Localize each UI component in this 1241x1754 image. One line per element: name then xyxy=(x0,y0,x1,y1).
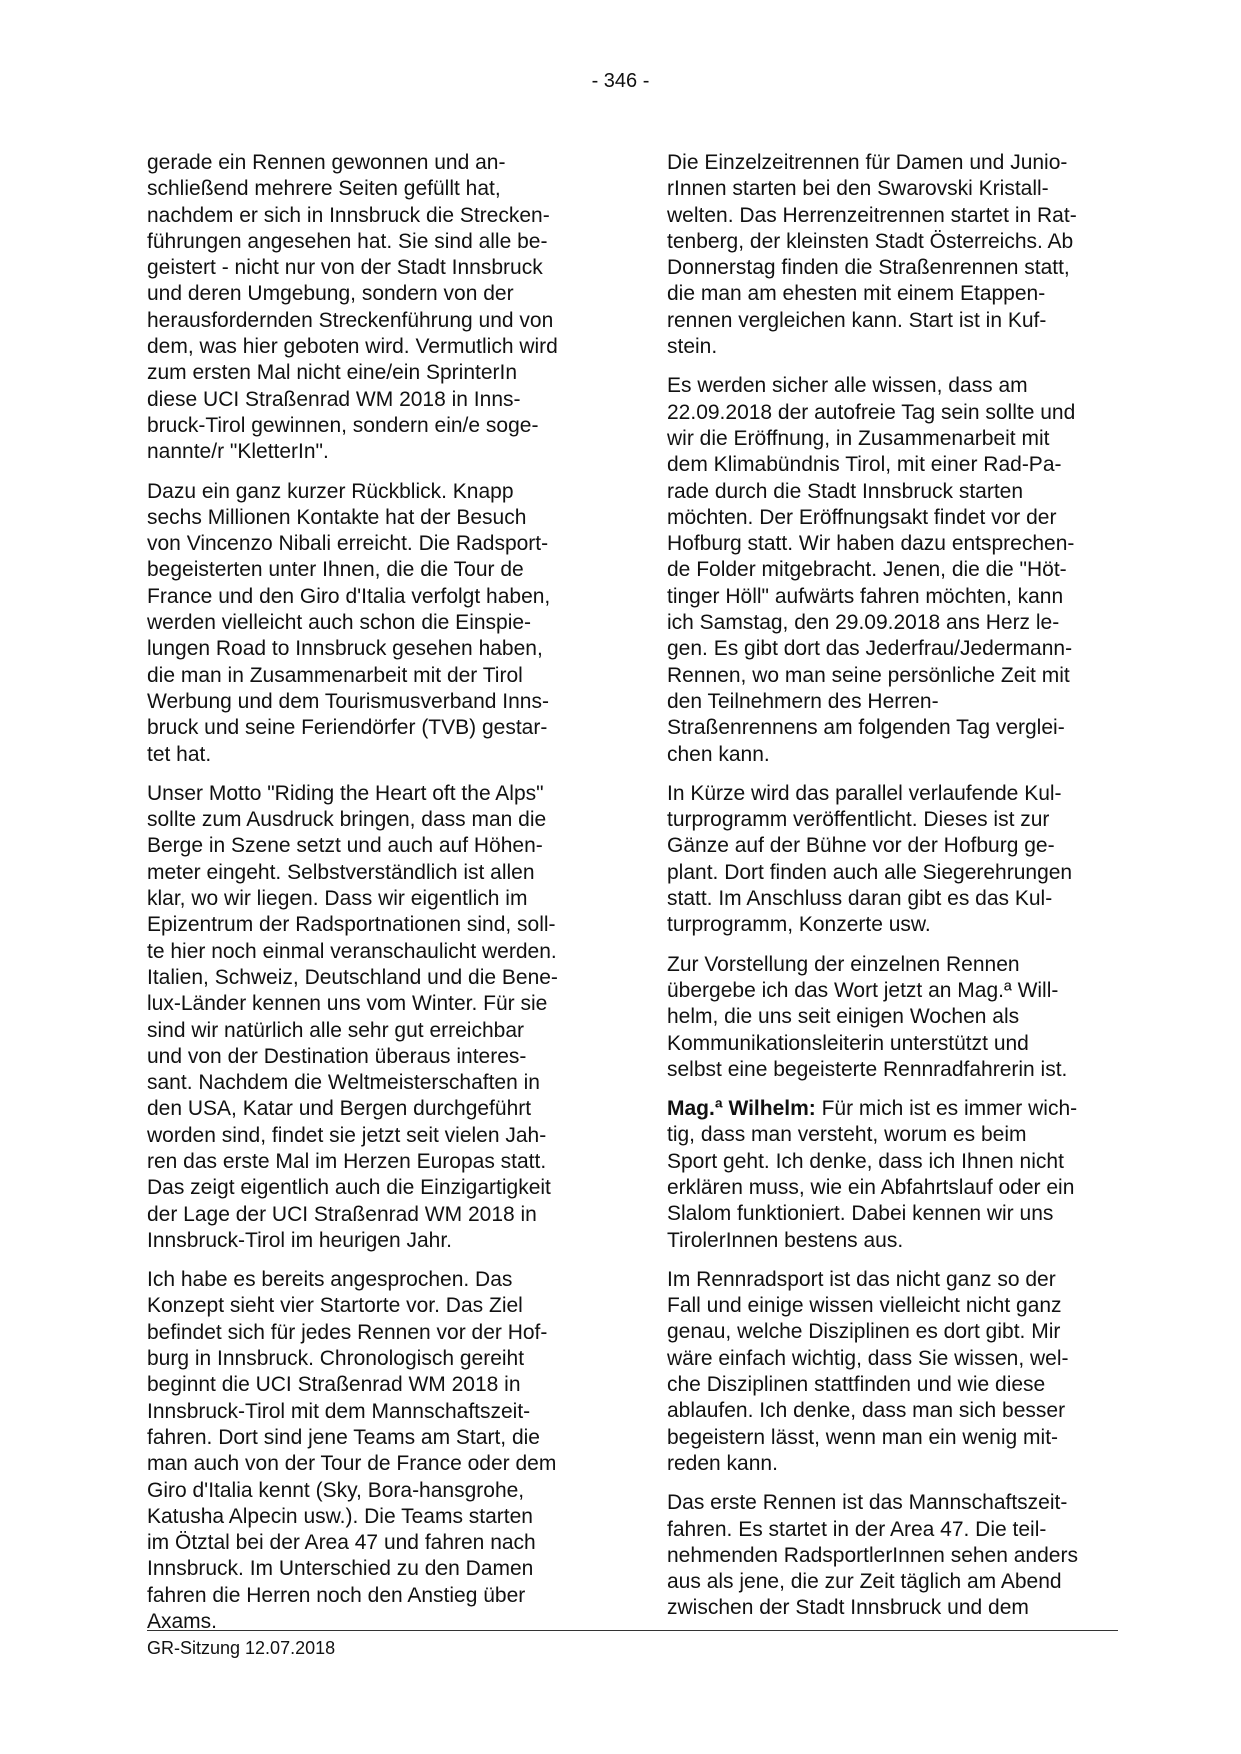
paragraph-line: rade durch die Stadt Innsbruck starten xyxy=(667,479,1024,503)
paragraph-line: 22.09.2018 der autofreie Tag sein sollte und xyxy=(667,400,1076,424)
paragraph-line: und deren Umgebung, sondern von der xyxy=(147,282,514,306)
paragraph-line: burg in Innsbruck. Chronologisch gereiht xyxy=(147,1347,525,1371)
paragraph-line: Slalom funktioniert. Dabei kennen wir uns xyxy=(667,1202,1054,1226)
paragraph-line: de Folder mitgebracht. Jenen, die die "Höt- xyxy=(667,558,1067,582)
paragraph-line: statt. Im Anschluss daran gibt es das Kul- xyxy=(667,887,1053,911)
paragraph-line: genau, welche Disziplinen es dort gibt. Mir xyxy=(667,1320,1061,1344)
paragraph-line: im Ötztal bei der Area 47 und fahren nach xyxy=(147,1531,536,1555)
paragraph-line xyxy=(667,1096,1127,1122)
paragraph-line: tig, dass man versteht, worum es beim xyxy=(667,1123,1027,1147)
paragraph-line: gerade ein Rennen gewonnen und an- xyxy=(147,151,506,174)
paragraph-line: te hier noch einmal veranschaulicht werden. xyxy=(147,939,557,963)
paragraph xyxy=(147,781,607,1254)
paragraph-line: wir die Eröffnung, in Zusammenarbeit mit xyxy=(667,426,1050,450)
paragraph-line: Berge in Szene setzt und auch auf Höhen- xyxy=(147,834,543,858)
paragraph-line: welten. Das Herrenzeitrennen startet in Rat- xyxy=(667,203,1077,227)
paragraph-line: lux-Länder kennen uns vom Winter. Für sie xyxy=(147,992,548,1016)
paragraph-line: der Lage der UCI Straßenrad WM 2018 in xyxy=(147,1202,537,1226)
paragraph-line: Epizentrum der Radsportnationen sind, soll- xyxy=(147,913,556,937)
paragraph xyxy=(667,1267,1127,1477)
paragraph-line: Im Rennradsport ist das nicht ganz so der xyxy=(667,1267,1056,1291)
paragraph-line: Innsbruck-Tirol mit dem Mannschaftszeit- xyxy=(147,1399,531,1423)
paragraph-line: befindet sich für jedes Rennen vor der Hof- xyxy=(147,1320,548,1344)
paragraph-line: tet hat. xyxy=(147,742,212,766)
paragraph-line: Ich habe es bereits angesprochen. Das xyxy=(147,1268,513,1292)
paragraph-line: ich Samstag, den 29.09.2018 ans Herz le- xyxy=(667,611,1060,635)
paragraph-line: tenberg, der kleinsten Stadt Österreichs. Ab xyxy=(667,229,1074,253)
paragraph-line: dem, was hier geboten wird. Vermutlich wird xyxy=(147,335,558,359)
paragraph-line: Italien, Schweiz, Deutschland und die Bene- xyxy=(147,965,558,989)
paragraph-line: worden sind, findet sie jetzt seit vielen Jah- xyxy=(147,1123,547,1147)
paragraph-line: geistert - nicht nur von der Stadt Innsbruck xyxy=(147,256,543,280)
paragraph-line: rennen vergleichen kann. Start ist in Kuf- xyxy=(667,308,1047,332)
paragraph-line: gen. Es gibt dort das Jederfrau/Jedermann- xyxy=(667,637,1073,661)
paragraph-line: Werbung und dem Tourismusverband Inns- xyxy=(147,689,549,713)
paragraph-line: bruck-Tirol gewinnen, sondern ein/e soge- xyxy=(147,413,539,437)
paragraph-line: Giro d'Italia kennt (Sky, Bora-hansgrohe, xyxy=(147,1478,525,1502)
paragraph-line: nannte/r "KletterIn". xyxy=(147,440,329,464)
paragraph-line: werden vielleicht auch schon die Einspie- xyxy=(147,611,532,635)
paragraph-line: chen kann. xyxy=(667,742,770,766)
paragraph-line: stein. xyxy=(667,335,718,359)
paragraph-line: Katusha Alpecin usw.). Die Teams starten xyxy=(147,1504,533,1528)
paragraph-line: Rennen, wo man seine persönliche Zeit mit xyxy=(667,663,1070,687)
paragraph xyxy=(667,1490,1127,1621)
paragraph xyxy=(667,373,1127,767)
paragraph-line: selbst eine begeisterte Rennradfahrerin ist. xyxy=(667,1057,1068,1081)
paragraph-line: Innsbruck-Tirol im heurigen Jahr. xyxy=(147,1228,453,1252)
paragraph-line: Zur Vorstellung der einzelnen Rennen xyxy=(667,952,1020,976)
paragraph xyxy=(147,479,607,768)
paragraph-line: von Vincenzo Nibali erreicht. Die Radsport- xyxy=(147,532,549,556)
paragraph-line: fahren. Es startet in der Area 47. Die teil- xyxy=(667,1517,1047,1541)
paragraph-line: ren das erste Mal im Herzen Europas statt. xyxy=(147,1149,547,1173)
paragraph-line: In Kürze wird das parallel verlaufende Kul- xyxy=(667,781,1062,805)
paragraph-line: zum ersten Mal nicht eine/ein SprinterIn xyxy=(147,361,518,385)
paragraph-line: Gänze auf der Bühne vor der Hofburg ge- xyxy=(667,834,1055,858)
paragraph-line: Axams. xyxy=(147,1610,218,1634)
speaker-line-text: Für mich ist es immer wich- xyxy=(815,1097,1078,1121)
paragraph-line: bruck und seine Feriendörfer (TVB) gestar- xyxy=(147,716,548,740)
paragraph-line: Es werden sicher alle wissen, dass am xyxy=(667,374,1028,398)
paragraph-line: beginnt die UCI Straßenrad WM 2018 in xyxy=(147,1373,521,1397)
paragraph-line: fahren die Herren noch den Anstieg über xyxy=(147,1583,526,1607)
paragraph-line: tinger Höll" aufwärts fahren möchten, kann xyxy=(667,584,1064,608)
paragraph-line: erklären muss, wie ein Abfahrtslauf oder ein xyxy=(667,1175,1075,1199)
paragraph-line: Kommunikationsleiterin unterstützt und xyxy=(667,1031,1029,1055)
paragraph xyxy=(667,781,1127,939)
paragraph xyxy=(147,150,607,466)
paragraph-line: sind wir natürlich alle sehr gut erreichbar xyxy=(147,1018,525,1042)
paragraph-line: Konzept sieht vier Startorte vor. Das Ziel xyxy=(147,1294,523,1318)
paragraph-line: und von der Destination überaus interes- xyxy=(147,1044,527,1068)
paragraph xyxy=(667,1096,1127,1254)
paragraph-line: die man am ehesten mit einem Etappen- xyxy=(667,282,1046,306)
paragraph-line: aus als jene, die zur Zeit täglich am Abend xyxy=(667,1570,1062,1594)
paragraph-line: Sport geht. Ich denke, dass ich Ihnen nicht xyxy=(667,1149,1064,1173)
paragraph-line: Straßenrennens am folgenden Tag verglei- xyxy=(667,716,1065,740)
paragraph-line: turprogramm veröffentlicht. Dieses ist zur xyxy=(667,808,1050,832)
paragraph-line: helm, die uns seit einigen Wochen als xyxy=(667,1005,1020,1029)
paragraph-line: sollte zum Ausdruck bringen, dass man die xyxy=(147,808,547,832)
left-column xyxy=(147,150,607,1648)
paragraph xyxy=(667,952,1127,1083)
paragraph-line: klar, wo wir liegen. Dass wir eigentlich im xyxy=(147,887,528,911)
paragraph-line: wäre einfach wichtig, dass Sie wissen, wel- xyxy=(667,1346,1069,1370)
paragraph-line: die man in Zusammenarbeit mit der Tirol xyxy=(147,663,523,687)
paragraph-line: ablaufen. Ich denke, dass man sich besser xyxy=(667,1399,1066,1423)
paragraph-line: den Teilnehmern des Herren- xyxy=(667,689,939,713)
paragraph-line: begeisterten unter Ihnen, die die Tour de xyxy=(147,558,524,582)
paragraph-line: diese UCI Straßenrad WM 2018 in Inns- xyxy=(147,387,521,411)
paragraph-line: Hofburg statt. Wir haben dazu entsprechen- xyxy=(667,532,1075,556)
paragraph-line: schließend mehrere Seiten gefüllt hat, xyxy=(147,177,501,201)
paragraph-line: Fall und einige wissen vielleicht nicht ganz xyxy=(667,1294,1062,1318)
paragraph-line: plant. Dort finden auch alle Siegerehrungen xyxy=(667,860,1073,884)
right-column xyxy=(667,150,1127,1635)
paragraph-line: möchten. Der Eröffnungsakt findet vor der xyxy=(667,505,1057,529)
paragraph-line: zwischen der Stadt Innsbruck und dem xyxy=(667,1596,1029,1620)
paragraph-line: herausfordernden Streckenführung und von xyxy=(147,308,554,332)
paragraph-line: Unser Motto "Riding the Heart oft the Alps" xyxy=(147,781,544,805)
page-number: - 346 - xyxy=(591,70,650,92)
paragraph-line: meter eingeht. Selbstverständlich ist allen xyxy=(147,860,535,884)
paragraph-line: Das erste Rennen ist das Mannschaftszeit- xyxy=(667,1491,1068,1515)
paragraph-line: lungen Road to Innsbruck gesehen haben, xyxy=(147,637,543,661)
paragraph-line: TirolerInnen bestens aus. xyxy=(667,1228,904,1252)
paragraph-line: nachdem er sich in Innsbruck die Strecken- xyxy=(147,203,550,227)
paragraph-line: Dazu ein ganz kurzer Rückblick. Knapp xyxy=(147,479,514,503)
paragraph-line: France und den Giro d'Italia verfolgt haben, xyxy=(147,584,551,608)
paragraph-line: turprogramm, Konzerte usw. xyxy=(667,913,931,937)
speaker-name: Mag.ª Wilhelm: xyxy=(667,1097,816,1121)
paragraph xyxy=(147,1267,607,1635)
paragraph-line: reden kann. xyxy=(667,1451,778,1475)
paragraph-line: Innsbruck. Im Unterschied zu den Damen xyxy=(147,1557,534,1581)
footer-rule xyxy=(147,1630,1118,1631)
paragraph-line: sechs Millionen Kontakte hat der Besuch xyxy=(147,505,527,529)
footer-text: GR-Sitzung 12.07.2018 xyxy=(147,1638,336,1658)
paragraph xyxy=(667,150,1127,360)
paragraph-line: führungen angesehen hat. Sie sind alle be- xyxy=(147,229,548,253)
paragraph-line: fahren. Dort sind jene Teams am Start, die xyxy=(147,1425,540,1449)
paragraph-line: sant. Nachdem die Weltmeisterschaften in xyxy=(147,1071,540,1095)
paragraph-line: dem Klimabündnis Tirol, mit einer Rad-Pa- xyxy=(667,453,1062,477)
paragraph-line: den USA, Katar und Bergen durchgeführt xyxy=(147,1097,532,1121)
paragraph-line: Das zeigt eigentlich auch die Einzigartigkeit xyxy=(147,1176,551,1200)
paragraph-line: Donnerstag finden die Straßenrennen statt, xyxy=(667,256,1070,280)
paragraph-line: Die Einzelzeitrennen für Damen und Junio- xyxy=(667,151,1068,174)
paragraph-line: che Disziplinen stattfinden und wie diese xyxy=(667,1373,1046,1397)
paragraph-line: nehmenden RadsportlerInnen sehen anders xyxy=(667,1543,1078,1567)
paragraph-line: übergebe ich das Wort jetzt an Mag.ª Will- xyxy=(667,978,1059,1002)
paragraph-line: begeistern lässt, wenn man ein wenig mit- xyxy=(667,1425,1059,1449)
paragraph-line: man auch von der Tour de France oder dem xyxy=(147,1452,557,1476)
paragraph-line: rInnen starten bei den Swarovski Kristall- xyxy=(667,177,1049,201)
